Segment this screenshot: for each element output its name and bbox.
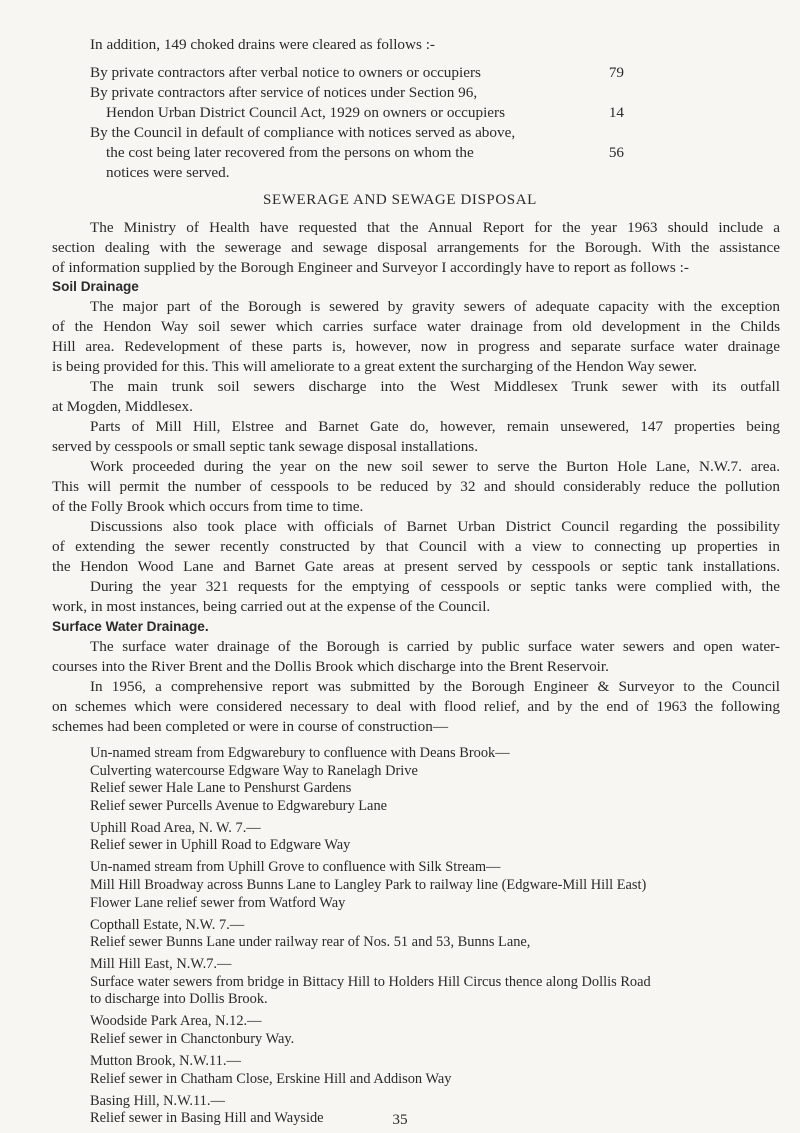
scheme-item: Relief sewer Bunns Lane under railway rear of Nos. 51 and 53, Bunns Lane, — [90, 934, 531, 951]
scheme-item: Woodside Park Area, N.12.— — [90, 1013, 262, 1030]
drain-item-1-line-1: By private contractors after verbal notice to owners or occupiers — [90, 64, 481, 81]
scheme-item: Mill Hill East, N.W.7.— — [90, 956, 232, 973]
scheme-item: Un-named stream from Edgwarebury to confluence with Deans Brook— — [90, 745, 510, 761]
para-ministry-line-3: of information supplied by the Borough Engineer and Surveyor I accordingly have to report as follows :- — [52, 259, 689, 276]
scheme-item: to discharge into Dollis Brook. — [90, 991, 268, 1008]
para-ministry-line-2: section dealing with the sewerage and sewage disposal arrangements for the Borough. With the assistance — [52, 239, 780, 256]
drain-item-3-count: 56 — [608, 144, 624, 161]
drain-item-3-line-3: notices were served. — [106, 164, 230, 181]
drain-item-1-count: 79 — [608, 64, 624, 81]
para-soil-2-line-2: at Mogden, Middlesex. — [52, 398, 193, 415]
scheme-item: Un-named stream from Uphill Grove to confluence with Silk Stream— — [90, 859, 501, 876]
drain-item-2-count: 14 — [608, 104, 624, 121]
section-title: SEWERAGE AND SEWAGE DISPOSAL — [263, 192, 537, 208]
drain-item-3-line-1: By the Council in default of compliance with notices served as above, — [90, 124, 516, 141]
para-soil-3-line-2: served by cesspools or small septic tank sewage disposal installations. — [52, 438, 479, 455]
scheme-item: Surface water sewers from bridge in Bittacy Hill to Holders Hill Circus thence along Dollis Road — [90, 973, 651, 990]
para-soil-1-line-3: Hill area. Redevelopment of these parts is, however, now in progress and separate surface water drainage — [52, 338, 780, 355]
para-soil-6-line-1: During the year 321 requests for the emptying of cesspools or septic tanks were complied with, the — [90, 578, 780, 595]
para-soil-4-line-1: Work proceeded during the year on the new soil sewer to serve the Burton Hole Lane, N.W.7. area. — [90, 458, 780, 475]
para-soil-5-line-2: of extending the sewer recently constructed by that Council with a view to connecting up properties in — [52, 538, 780, 555]
para-surface-2-line-3: schemes had been completed or were in course of construction— — [52, 718, 449, 735]
drain-item-3-line-2: the cost being later recovered from the persons on whom the — [106, 144, 474, 161]
para-surface-1-line-2: courses into the River Brent and the Dollis Brook which discharge into the Brent Reservoir. — [52, 658, 609, 675]
scheme-item: Uphill Road Area, N. W. 7.— — [90, 819, 261, 836]
para-soil-3-line-1: Parts of Mill Hill, Elstree and Barnet Gate do, however, remain unsewered, 147 properties being — [90, 418, 780, 435]
para-surface-1-line-1: The surface water drainage of the Borough is carried by public surface water sewers and open water- — [90, 638, 780, 655]
para-soil-2-line-1: The main trunk soil sewers discharge into the West Middlesex Trunk sewer with its outfall — [90, 378, 780, 395]
para-soil-5-line-3: the Hendon Wood Lane and Barnet Gate areas at present served by cesspools or septic tank installations. — [52, 558, 780, 575]
para-surface-2-line-1: In 1956, a comprehensive report was submitted by the Borough Engineer & Surveyor to the Council — [90, 678, 780, 695]
drain-item-2-line-1: By private contractors after service of notices under Section 96, — [90, 84, 478, 101]
para-soil-1-line-4: is being provided for this. This will ameliorate to a great extent the surcharging of the Hendon Way sewer. — [52, 358, 697, 375]
para-soil-4-line-3: of the Folly Brook which occurs from time to time. — [52, 498, 364, 515]
scheme-item: Relief sewer in Chatham Close, Erskine Hill and Addison Way — [90, 1070, 452, 1087]
scheme-item: Mutton Brook, N.W.11.— — [90, 1053, 241, 1069]
para-soil-1-line-2: of the Hendon Way soil sewer which carries surface water drainage from old development in the Childs — [52, 318, 780, 335]
soil-drainage-heading: Soil Drainage — [52, 279, 139, 294]
scheme-item: Flower Lane relief sewer from Watford Way — [90, 894, 346, 911]
scheme-item: Relief sewer in Chanctonbury Way. — [90, 1031, 295, 1047]
surface-water-heading: Surface Water Drainage. — [52, 619, 209, 634]
scheme-item: Basing Hill, N.W.11.— — [90, 1092, 225, 1109]
scheme-item: Relief sewer Hale Lane to Penshurst Gardens — [90, 780, 352, 797]
intro-text: In addition, 149 choked drains were cleared as follows :- — [90, 36, 435, 53]
scheme-item: Relief sewer in Uphill Road to Edgware Way — [90, 837, 351, 854]
para-ministry-line-1: The Ministry of Health have requested that the Annual Report for the year 1963 should include a — [90, 219, 780, 236]
page-number: 35 — [392, 1111, 408, 1128]
para-soil-4-line-2: This will permit the number of cesspools to be reduced by 32 and should considerably reduce the pollution — [52, 478, 780, 495]
para-surface-2-line-2: on schemes which were considered necessary to deal with flood relief, and by the end of 1963 the following — [52, 698, 780, 715]
para-soil-5-line-1: Discussions also took place with officials of Barnet Urban District Council regarding the possibility — [90, 518, 780, 535]
scheme-item: Relief sewer in Basing Hill and Wayside — [90, 1110, 324, 1127]
para-soil-1-line-1: The major part of the Borough is sewered by gravity sewers of adequate capacity with the exception — [90, 298, 780, 315]
scheme-item: Relief sewer Purcells Avenue to Edgwarebury Lane — [90, 797, 388, 814]
scheme-item: Mill Hill Broadway across Bunns Lane to Langley Park to railway line (Edgware-Mill Hill East) — [90, 877, 647, 893]
scheme-item: Copthall Estate, N.W. 7.— — [90, 916, 245, 933]
drain-item-2-line-2: Hendon Urban District Council Act, 1929 on owners or occupiers — [106, 104, 506, 121]
scheme-item: Culverting watercourse Edgware Way to Ranelagh Drive — [90, 762, 418, 779]
para-soil-6-line-2: work, in most instances, being carried out at the expense of the Council. — [52, 598, 491, 615]
